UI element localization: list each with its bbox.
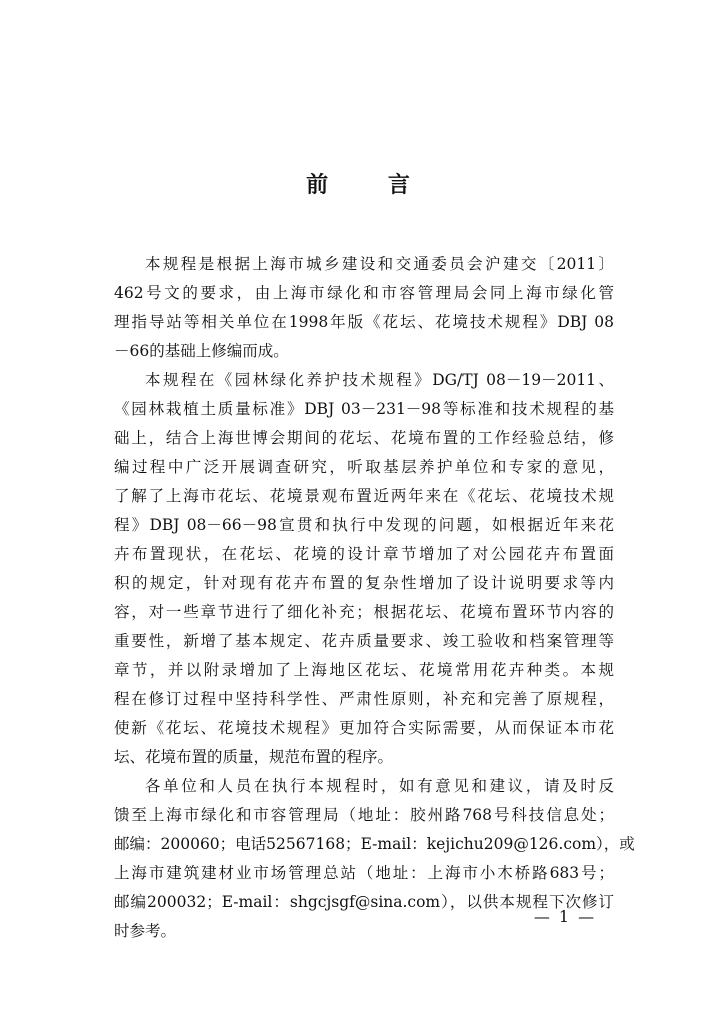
page-number: — 1 — <box>533 907 597 926</box>
text-line: 理指导站等相关单位在1998年版《花坛、花境技术规程》DBJ 08 <box>114 313 614 331</box>
text-line: 使新《花坛、花境技术规程》更加符合实际需要，从而保证本市花 <box>114 719 614 737</box>
text-line: 馈至上海市绿化和市容管理局（地址：胶州路768号科技信息处； <box>114 806 614 824</box>
text-line: 462号文的要求，由上海市绿化和市容管理局会同上海市绿化管 <box>114 284 614 302</box>
page-title: 前 言 <box>306 173 436 198</box>
text-line: 程》DBJ 08－66－98宣贯和执行中发现的问题，如根据近年来花 <box>114 516 614 534</box>
text-line: 积的规定，针对现有花卉布置的复杂性增加了设计说明要求等内 <box>114 574 614 592</box>
text-line: 础上，结合上海世博会期间的花坛、花境布置的工作经验总结，修 <box>114 429 614 447</box>
document-body <box>114 250 635 946</box>
text-line: 编过程中广泛开展调查研究，听取基层养护单位和专家的意见， <box>114 458 614 476</box>
text-line: 程在修订过程中坚持科学性、严肃性原则，补充和完善了原规程， <box>114 690 614 708</box>
text-line: 上海市建筑建材业市场管理总站（地址：上海市小木桥路683号； <box>114 864 614 882</box>
paragraph-2 <box>114 366 614 772</box>
text-line: 邮编200032；E-mail：shgcjsgf@sina.com），以供本规程下次修订 <box>114 893 614 911</box>
text-line: 各单位和人员在执行本规程时，如有意见和建议，请及时反 <box>145 777 614 795</box>
text-line: 《园林栽植土质量标准》DBJ 03－231－98等标准和技术规程的基 <box>114 400 614 418</box>
text-line: 卉布置现状，在花坛、花境的设计章节增加了对公园花卉布置面 <box>114 545 614 563</box>
text-line: 章节，并以附录增加了上海地区花坛、花境常用花卉种类。本规 <box>114 661 614 679</box>
text-line: 邮编：200060；电话52567168；E-mail：kejichu209@126.com），或 <box>114 835 635 853</box>
text-line: 时参考。 <box>114 922 177 940</box>
text-line: 了解了上海市花坛、花境景观布置近两年来在《花坛、花境技术规 <box>114 487 614 505</box>
text-line: 坛、花境布置的质量，规范布置的程序。 <box>114 748 394 766</box>
paragraph-1 <box>114 250 614 366</box>
text-line: 容，对一些章节进行了细化补充；根据花坛、花境布置环节内容的 <box>114 603 614 621</box>
text-line: 重要性，新增了基本规定、花卉质量要求、竣工验收和档案管理等 <box>114 632 614 650</box>
text-line: －66的基础上修编而成。 <box>114 342 289 360</box>
text-line: 本规程在《园林绿化养护技术规程》DG/TJ 08－19－2011、 <box>145 371 614 389</box>
text-line: 本规程是根据上海市城乡建设和交通委员会沪建交〔2011〕 <box>145 255 614 273</box>
